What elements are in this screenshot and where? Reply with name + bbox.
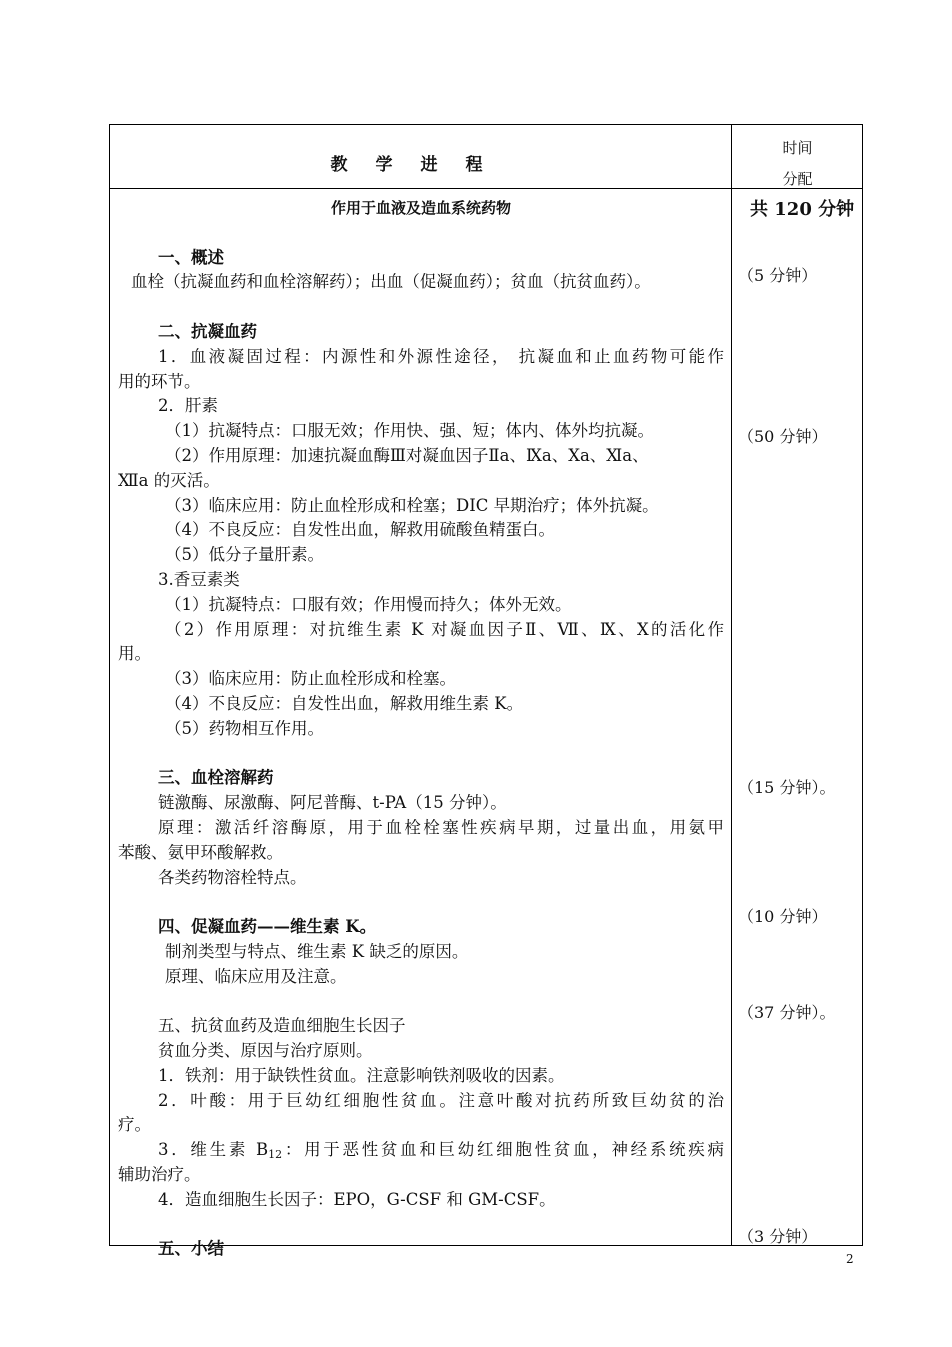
para: （4）不良反应：自发性出血，解救用硫酸鱼精蛋白。 (165, 520, 555, 540)
b12-text: ：用于恶性贫血和巨幼红细胞性贫血，神经系统疾病 (282, 1140, 724, 1160)
total-time: 共 120 分钟 (750, 199, 855, 220)
time-summary: （3 分钟） (738, 1227, 818, 1246)
b12-prefix: 3．维生素 B (158, 1140, 269, 1160)
header-title: 教学进程 (330, 155, 511, 175)
column-divider (731, 124, 732, 1246)
heading-thrombolytics: 三、血栓溶解药 (158, 768, 274, 788)
para: 原理：激活纤溶酶原，用于血栓栓塞性疾病早期，过量出血，用氨甲 (158, 817, 724, 837)
para: 3.香豆素类 (158, 569, 240, 589)
page-number: 2 (846, 1252, 854, 1266)
heading-summary: 五、小结 (158, 1239, 224, 1259)
overview-text: 血栓（抗凝血药和血栓溶解药）；出血（促凝血药）；贫血（抗贫血药）。 (131, 272, 651, 292)
para: 疗。 (118, 1115, 151, 1135)
para: （2）作用原理：对抗维生素 K 对凝血因子Ⅱ、Ⅶ、Ⅸ、Ⅹ的活化作 (165, 619, 724, 639)
para: 原理、临床应用及注意。 (165, 966, 347, 986)
para: （5）药物相互作用。 (165, 718, 324, 738)
para: 2．肝素 (158, 396, 218, 416)
para: 4．造血细胞生长因子：EPO，G-CSF 和 GM-CSF。 (158, 1189, 556, 1209)
para: 用的环节。 (118, 371, 201, 391)
header-time-label-2: 分配 (782, 170, 813, 188)
time-thrombolytics: （15 分钟）。 (738, 778, 836, 797)
para: 1．铁剂：用于缺铁性贫血。注意影响铁剂吸收的因素。 (158, 1065, 565, 1085)
time-procoagulants: （10 分钟） (738, 907, 828, 926)
para: 1．血液凝固过程：内源性和外源性途径， 抗凝血和止血药物可能作 (158, 346, 724, 366)
b12-subscript: 12 (268, 1148, 283, 1162)
para: Ⅻa 的灭活。 (118, 470, 220, 490)
para: 用。 (118, 644, 151, 664)
time-antianemics: （37 分钟）。 (738, 1003, 836, 1022)
para: 制剂类型与特点、维生素 K 缺乏的原因。 (165, 941, 469, 961)
para: 苯酸、氨甲环酸解救。 (118, 842, 283, 862)
section-title: 作用于血液及造血系统药物 (330, 199, 511, 217)
para: （5）低分子量肝素。 (165, 545, 324, 565)
para (118, 1138, 724, 1163)
para: （1）抗凝特点：口服有效；作用慢而持久；体外无效。 (165, 594, 572, 614)
heading-anticoagulants: 二、抗凝血药 (158, 321, 257, 341)
para: （2）作用原理：加速抗凝血酶Ⅲ对凝血因子Ⅱa、Ⅸa、Ⅹa、Ⅺa、 (165, 445, 649, 465)
para: 辅助治疗。 (118, 1165, 201, 1185)
time-overview: （5 分钟） (738, 266, 818, 285)
para: 贫血分类、原因与治疗原则。 (158, 1041, 373, 1061)
para: 链激酶、尿激酶、阿尼普酶、t-PA（15 分钟）。 (158, 793, 507, 813)
para: （3）临床应用：防止血栓形成和栓塞。 (165, 669, 456, 689)
time-anticoagulants: （50 分钟） (738, 427, 828, 446)
teaching-content (118, 196, 724, 1262)
para: 各类药物溶栓特点。 (158, 867, 307, 887)
heading-procoagulants: 四、促凝血药——维生素 K。 (158, 917, 377, 937)
para: 2．叶酸：用于巨幼红细胞性贫血。注意叶酸对抗药所致巨幼贫的治 (158, 1090, 724, 1110)
para: （3）临床应用：防止血栓形成和栓塞；DIC 早期治疗；体外抗凝。 (165, 495, 659, 515)
header-time-label-1: 时间 (782, 139, 813, 157)
heading-overview: 一、概述 (158, 247, 224, 267)
heading-antianemics: 五、抗贫血药及造血细胞生长因子 (158, 1016, 406, 1036)
para: （4）不良反应：自发性出血，解救用维生素 K。 (165, 693, 524, 713)
para: （1）抗凝特点：口服无效；作用快、强、短；体内、体外均抗凝。 (165, 421, 654, 441)
